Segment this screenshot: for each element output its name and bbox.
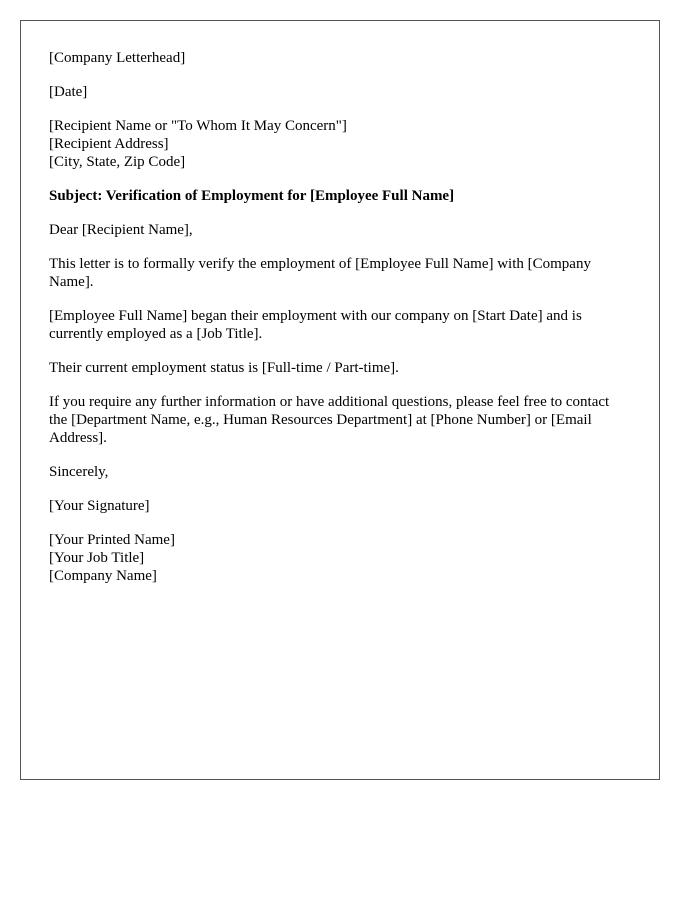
letter-page <box>20 20 660 780</box>
company-letterhead: [Company Letterhead] <box>49 50 186 66</box>
sender-job-title: [Your Job Title] <box>49 550 145 566</box>
recipient-block <box>49 117 631 171</box>
letter-subject: Subject: Verification of Employment for [Employee Full Name] <box>49 188 455 204</box>
recipient-address: [Recipient Address] <box>49 136 169 152</box>
body-paragraph-1: This letter is to formally verify the employment of [Employee Full Name] with [Company Name]. <box>49 256 591 290</box>
salutation: Dear [Recipient Name], <box>49 222 193 238</box>
recipient-name: [Recipient Name or "To Whom It May Concern"] <box>49 118 347 134</box>
body-paragraph-3: Their current employment status is [Full-time / Part-time]. <box>49 360 399 376</box>
sender-printed-name: [Your Printed Name] <box>49 532 175 548</box>
recipient-city-state-zip: [City, State, Zip Code] <box>49 154 186 170</box>
sender-block <box>49 531 631 585</box>
letter-content <box>49 49 631 585</box>
sender-company-name: [Company Name] <box>49 568 157 584</box>
letter-date: [Date] <box>49 84 88 100</box>
signature-line: [Your Signature] <box>49 498 150 514</box>
body-paragraph-2: [Employee Full Name] began their employment with our company on [Start Date] and is currently employed as a [Job Title]. <box>49 308 582 342</box>
closing: Sincerely, <box>49 464 109 480</box>
body-paragraph-4: If you require any further information or have additional questions, please feel free to contact the [Department Name, e.g., Human Resources Department] at [Phone Number] or [Email Address]. <box>49 394 610 446</box>
